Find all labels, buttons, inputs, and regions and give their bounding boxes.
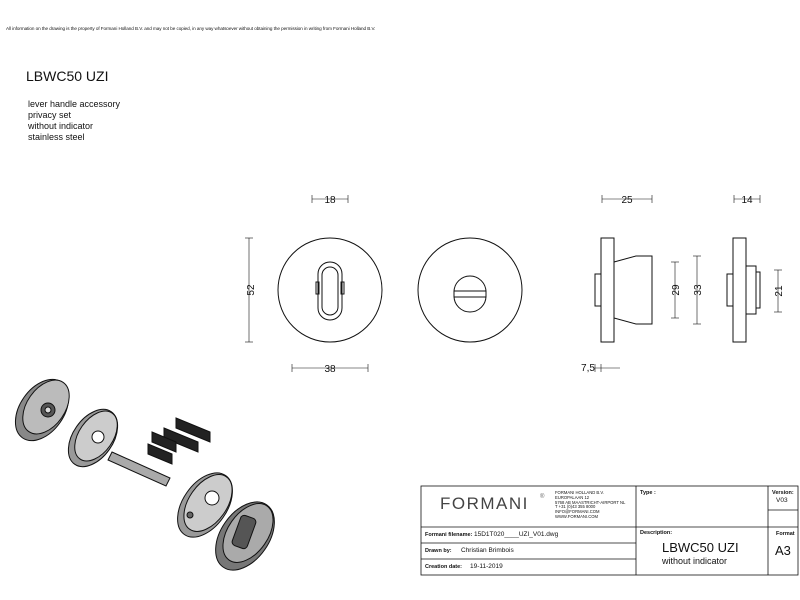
dim-side-inner-height: 29 [671, 284, 682, 296]
description-line: stainless steel [28, 132, 85, 142]
front-view-turn [418, 238, 522, 342]
dim-side2-height: 21 [774, 285, 785, 297]
filename-value: 15D1T020____UZI_V01.dwg [474, 531, 559, 538]
description-subtitle: without indicator [662, 556, 728, 566]
version-value: V03 [776, 497, 788, 504]
side-view-2 [727, 238, 760, 342]
dim-front-height: 52 [246, 284, 257, 296]
description-line: lever handle accessory [28, 99, 121, 109]
disclaimer-text: All information on the drawing is the property of Formani Holland B.V. and may not be copied, in any way whatsoever without obtaining the permission in writing from Formani Holland B.V. [6, 26, 376, 31]
creation-date-value: 19-11-2019 [470, 563, 503, 570]
dimension-7-5 [595, 364, 620, 372]
side-view-1 [595, 238, 652, 342]
dim-side-base: 7,5 [581, 363, 595, 374]
type-label: Type : [640, 490, 656, 496]
registered-mark: ® [540, 494, 545, 500]
dim-front-slot-width: 18 [324, 195, 336, 206]
dim-front-diameter: 38 [324, 364, 336, 375]
front-view-lock [278, 238, 382, 342]
drawn-by-value: Christian Brimbois [461, 547, 514, 554]
dim-side-depth: 25 [621, 195, 633, 206]
description-title: LBWC50 UZI [662, 540, 739, 555]
format-value: A3 [775, 543, 791, 558]
dim-side-outer-height: 33 [693, 284, 704, 296]
version-label: Version: [772, 490, 794, 496]
product-code: LBWC50 UZI [26, 68, 109, 84]
format-label: Format [776, 531, 795, 537]
exploded-isometric-view [4, 370, 286, 581]
filename-label: Formani filename: [425, 532, 473, 538]
description-label: Description: [640, 530, 673, 536]
description-line: privacy set [28, 110, 72, 120]
description-line: without indicator [28, 121, 94, 131]
dim-side2-depth: 14 [741, 195, 753, 206]
company-address: FORMANI HOLLAND B.V. EUROPALAAN 12 5768 AB MAASTRICHT-AIRPORT NL T +31 (0)43 355 8000 INFO@FORMANI.COM WWW.FORMANI.COM [555, 490, 626, 519]
formani-logo: FORMANI [440, 494, 529, 513]
creation-date-label: Creation date: [425, 564, 462, 570]
drawn-by-label: Drawn by: [425, 548, 452, 554]
